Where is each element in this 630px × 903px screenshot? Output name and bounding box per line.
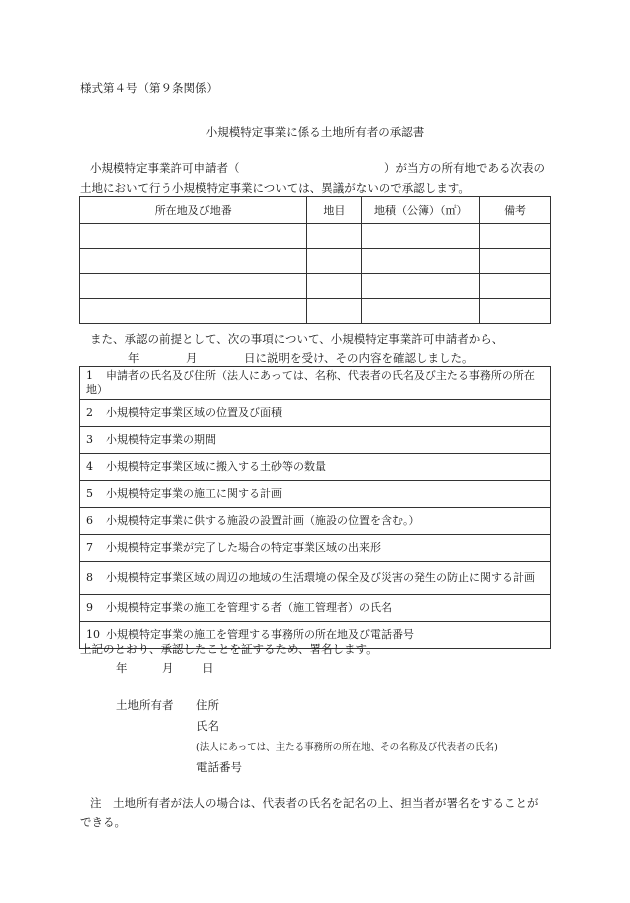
header-land-category: 地目 xyxy=(307,197,362,224)
header-location: 所在地及び地番 xyxy=(80,197,307,224)
land-table-row xyxy=(80,224,551,249)
header-remarks: 備考 xyxy=(480,197,551,224)
area-cell[interactable] xyxy=(362,274,480,299)
cert-day: 日 xyxy=(202,661,214,675)
item-row xyxy=(80,508,551,535)
item-number: 9 xyxy=(86,601,93,614)
item-number: 3 xyxy=(86,433,93,446)
item-row xyxy=(80,562,551,595)
item-number: 4 xyxy=(86,460,93,473)
certification-date xyxy=(116,660,214,676)
items-table xyxy=(79,366,551,649)
remarks-cell[interactable] xyxy=(480,249,551,274)
owner-address-label: 住所 xyxy=(196,698,219,712)
land-table-row xyxy=(80,249,551,274)
remarks-cell[interactable] xyxy=(480,274,551,299)
item-text: 小規模特定事業の施工を管理する事務所の所在地及び電話番号 xyxy=(106,628,414,641)
item-text: 小規模特定事業の期間 xyxy=(106,433,216,446)
premise-year: 年 xyxy=(128,351,140,365)
premise-day-text: 日に説明を受け、その内容を確認しました。 xyxy=(244,351,474,365)
intro-line2: 土地において行う小規模特定事業については、異議がないので承認します。 xyxy=(80,181,470,195)
item-number: 8 xyxy=(86,571,93,584)
location-cell[interactable] xyxy=(80,224,307,249)
premise-line1: また、承認の前提として、次の事項について、小規模特定事業許可申請者から、 xyxy=(90,332,504,346)
item-text: 小規模特定事業に供する施設の設置計画（施設の位置を含む。） xyxy=(106,514,420,527)
item-row xyxy=(80,454,551,481)
area-cell[interactable] xyxy=(362,299,480,324)
cert-year: 年 xyxy=(116,661,128,675)
remarks-cell[interactable] xyxy=(480,299,551,324)
document-title: 小規模特定事業に係る土地所有者の承認書 xyxy=(205,125,425,139)
area-cell[interactable] xyxy=(362,249,480,274)
item-number: 7 xyxy=(86,541,93,554)
item-number: 2 xyxy=(86,406,93,419)
item-text: 小規模特定事業の施工に関する計画 xyxy=(106,487,282,500)
location-cell[interactable] xyxy=(80,249,307,274)
area-cell[interactable] xyxy=(362,224,480,249)
note-line2: できる。 xyxy=(80,815,126,829)
item-text: 小規模特定事業区域に搬入する土砂等の数量 xyxy=(106,460,326,473)
item-text: 小規模特定事業区域の周辺の地域の生活環境の保全及び災害の発生の防止に関する計画 xyxy=(106,571,535,584)
premise-line2 xyxy=(128,350,474,366)
owner-phone-label: 電話番号 xyxy=(196,760,242,774)
item-number: 5 xyxy=(86,487,93,500)
land-category-cell[interactable] xyxy=(307,224,362,249)
owner-name-label: 氏名 xyxy=(196,719,219,733)
certification-statement: 上記のとおり、承認したことを証するため、署名します。 xyxy=(80,642,378,656)
header-area: 地積（公簿）（㎡） xyxy=(362,197,480,224)
item-number: 6 xyxy=(86,514,93,527)
land-table-row xyxy=(80,274,551,299)
item-row xyxy=(80,481,551,508)
item-row xyxy=(80,367,551,400)
remarks-cell[interactable] xyxy=(480,224,551,249)
item-text: 小規模特定事業の施工を管理する者（施工管理者）の氏名 xyxy=(106,601,392,614)
owner-corporate-note: (法人にあっては、主たる事務所の所在地、その名称及び代表者の氏名) xyxy=(196,742,498,753)
item-number: 1 xyxy=(86,369,93,382)
cert-month: 月 xyxy=(162,661,174,675)
location-cell[interactable] xyxy=(80,299,307,324)
item-text: 小規模特定事業区域の位置及び面積 xyxy=(106,406,282,419)
item-number: 10 xyxy=(86,628,100,641)
note-line1: 注 土地所有者が法人の場合は、代表者の氏名を記名の上、担当者が署名をすることが xyxy=(90,796,539,810)
land-category-cell[interactable] xyxy=(307,299,362,324)
item-row xyxy=(80,400,551,427)
intro-line1-suffix: ）が当方の所有地である次表の xyxy=(384,161,545,175)
land-table-row xyxy=(80,299,551,324)
item-row xyxy=(80,427,551,454)
land-category-cell[interactable] xyxy=(307,249,362,274)
land-category-cell[interactable] xyxy=(307,274,362,299)
item-row xyxy=(80,535,551,562)
land-table xyxy=(79,196,551,324)
land-table-header-row xyxy=(80,197,551,224)
item-text: 申請者の氏名及び住所（法人にあっては、名称、代表者の氏名及び主たる事務所の所在地） xyxy=(86,369,535,396)
item-row xyxy=(80,595,551,622)
item-text: 小規模特定事業が完了した場合の特定事業区域の出来形 xyxy=(106,541,381,554)
form-number: 様式第４号（第９条関係） xyxy=(80,81,218,95)
owner-label: 土地所有者 xyxy=(116,698,174,712)
intro-line1-prefix: 小規模特定事業許可申請者（ xyxy=(90,161,240,175)
location-cell[interactable] xyxy=(80,274,307,299)
premise-month: 月 xyxy=(186,351,198,365)
